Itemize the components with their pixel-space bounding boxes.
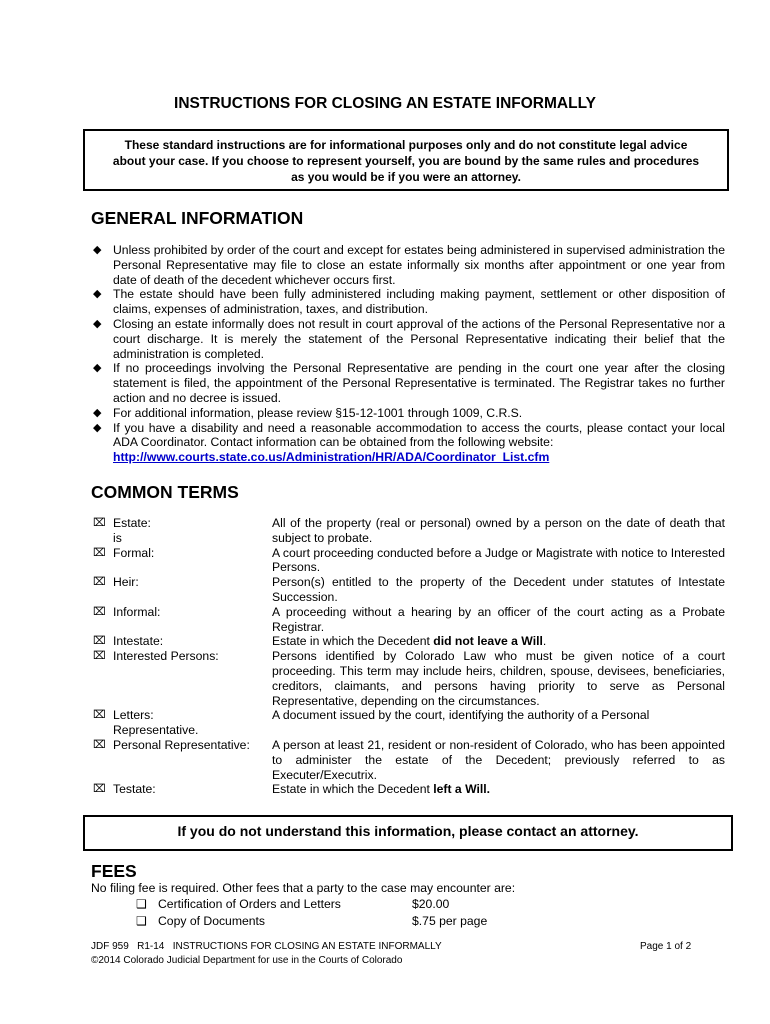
disclaimer-box bbox=[83, 129, 729, 191]
diamond-bullet-icon: ◆ bbox=[93, 288, 102, 301]
section-heading-terms: COMMON TERMS bbox=[91, 482, 239, 502]
bullet-item bbox=[93, 361, 725, 405]
footer-form-id: JDF 959 R1-14 INSTRUCTIONS FOR CLOSING AN ESTATE INFORMALLY bbox=[91, 941, 442, 952]
definition-tail: . bbox=[542, 634, 547, 649]
term-row bbox=[93, 634, 725, 649]
term-definition bbox=[272, 516, 725, 546]
definition-text: All of the property (real or personal) owned by a person on the date of death that subject to probate. bbox=[272, 516, 725, 545]
term-definition bbox=[272, 782, 725, 797]
section-heading-general: GENERAL INFORMATION bbox=[91, 208, 304, 228]
checkbox-x-icon: ⌧ bbox=[93, 738, 106, 751]
bullet-item bbox=[93, 243, 725, 287]
term-label-cont: is bbox=[113, 530, 122, 545]
term-label: Personal Representative: bbox=[113, 737, 250, 752]
bullet-text: If no proceedings involving the Personal Representative are pending in the court one year after the closing statement is filed, the appointment of the Personal Representative is terminated. The Registrar takes no further action and no decree is issued. bbox=[113, 361, 725, 405]
disclaimer-line: as you would be if you were an attorney. bbox=[291, 170, 521, 184]
term-label: Testate: bbox=[113, 782, 156, 797]
term-row bbox=[93, 738, 725, 782]
checkbox-x-icon: ⌧ bbox=[93, 635, 106, 648]
term-label: Formal: bbox=[113, 545, 155, 560]
definition-emphasis: left a Will. bbox=[433, 782, 491, 797]
page-number: Page 1 of 2 bbox=[640, 941, 692, 952]
diamond-bullet-icon: ◆ bbox=[93, 406, 102, 419]
term-definition bbox=[272, 649, 725, 708]
diamond-bullet-icon: ◆ bbox=[93, 421, 102, 434]
definition-text: A person at least 21, resident or non-resident of Colorado, who has been appointed to administer the estate of the Decedent; previously referred to as Executer/Executrix. bbox=[272, 737, 725, 782]
fee-name: Certification of Orders and Letters bbox=[158, 897, 341, 911]
checkbox-x-icon: ⌧ bbox=[93, 783, 106, 796]
fees-intro: No filing fee is required. Other fees that a party to the case may encounter are: bbox=[91, 881, 516, 895]
definition-text: Persons identified by Colorado Law who must be given notice of a court proceeding. This term may include heirs, children, spouse, devisees, beneficiaries, creditors, claimants, and persons having priority to serve as Personal Representative, depending on the circumstances. bbox=[272, 649, 725, 708]
terms-list bbox=[93, 516, 725, 797]
bullet-text: Unless prohibited by order of the court and except for estates being administered in supervised administration the Personal Representative may file to close an estate informally six months after appointment or one year from date of death of the decedent whichever occurs first. bbox=[113, 243, 725, 287]
definition-text: A court proceeding conducted before a Judge or Magistrate with notice to Interested Persons. bbox=[272, 545, 725, 575]
definition-text: A document issued by the court, identifying the authority of a Personal bbox=[272, 708, 650, 723]
bullet-text: For additional information, please review §15-12-1001 through 1009, C.R.S. bbox=[113, 405, 523, 420]
bullet-text: Closing an estate informally does not result in court approval of the actions of the Personal Representative nor a court discharge. It is merely the statement of the Personal Representative indicating their belief that the administration is completed. bbox=[113, 316, 725, 361]
checkbox-x-icon: ⌧ bbox=[93, 546, 106, 559]
section-heading-fees: FEES bbox=[91, 861, 137, 881]
checkbox-x-icon: ⌧ bbox=[93, 605, 106, 618]
bullet-item bbox=[93, 406, 725, 421]
checkbox-x-icon: ⌧ bbox=[93, 650, 106, 663]
general-bullets bbox=[93, 243, 725, 465]
definition-emphasis: did not leave a Will bbox=[433, 634, 543, 649]
checkbox-icon: ❑ bbox=[136, 897, 147, 911]
term-label-cont: Representative. bbox=[113, 723, 199, 738]
bullet-item bbox=[93, 317, 725, 361]
term-row bbox=[93, 575, 725, 605]
term-label: Estate: bbox=[113, 516, 151, 530]
checkbox-x-icon: ⌧ bbox=[93, 709, 106, 722]
term-definition bbox=[272, 708, 725, 738]
term-row bbox=[93, 782, 725, 797]
term-row bbox=[93, 605, 725, 635]
definition-text: Estate in which the Decedent bbox=[272, 782, 434, 797]
term-row bbox=[93, 708, 725, 738]
term-row bbox=[93, 546, 725, 576]
term-definition bbox=[272, 546, 725, 576]
definition-text: Person(s) entitled to the property of the Decedent under statutes of Intestate Succession. bbox=[272, 575, 725, 604]
term-definition bbox=[272, 738, 725, 782]
definition-text: Estate in which the Decedent bbox=[272, 634, 434, 649]
term-definition bbox=[272, 575, 725, 605]
bullet-item bbox=[93, 287, 725, 317]
fee-amount: $20.00 bbox=[412, 897, 450, 911]
checkbox-icon: ❑ bbox=[136, 914, 147, 928]
checkbox-x-icon: ⌧ bbox=[93, 576, 106, 589]
term-definition bbox=[272, 634, 725, 649]
term-label: Informal: bbox=[113, 604, 161, 619]
disclaimer-line: about your case. If you choose to represent yourself, you are bound by the same rules and procedures bbox=[112, 154, 700, 168]
diamond-bullet-icon: ◆ bbox=[93, 362, 102, 375]
diamond-bullet-icon: ◆ bbox=[93, 317, 102, 330]
term-row bbox=[93, 649, 725, 708]
checkbox-x-icon: ⌧ bbox=[93, 517, 106, 529]
fee-amount: $.75 per page bbox=[412, 914, 488, 928]
term-definition bbox=[272, 605, 725, 635]
fee-name: Copy of Documents bbox=[158, 914, 266, 928]
bullet-text: The estate should have been fully administered including making payment, settlement or other disposition of claims, expenses of administration, taxes, and distribution. bbox=[113, 287, 725, 317]
definition-text: A proceeding without a hearing by an officer of the court acting as a Probate Registrar. bbox=[272, 604, 725, 634]
ada-coordinator-link[interactable]: http://www.courts.state.co.us/Administration/HR/ADA/Coordinator_List.cfm bbox=[113, 450, 550, 465]
page-title: INSTRUCTIONS FOR CLOSING AN ESTATE INFORMALLY bbox=[174, 95, 596, 112]
term-label: Heir: bbox=[113, 575, 139, 590]
attorney-notice: If you do not understand this information, please contact an attorney. bbox=[83, 815, 733, 851]
bullet-text: If you have a disability and need a reasonable accommodation to access the courts, please contact your local ADA Coordinator. Contact information can be obtained from the following website: bbox=[113, 420, 725, 450]
term-label: Letters: bbox=[113, 708, 154, 723]
term-label: Intestate: bbox=[113, 634, 164, 649]
disclaimer-line: These standard instructions are for informational purposes only and do not constitute legal advice bbox=[124, 138, 688, 152]
fee-item bbox=[136, 914, 487, 928]
fee-item bbox=[136, 897, 449, 911]
term-row bbox=[93, 516, 725, 546]
footer-copyright: ©2014 Colorado Judicial Department for use in the Courts of Colorado bbox=[91, 955, 403, 966]
bullet-item bbox=[93, 421, 725, 465]
term-label: Interested Persons: bbox=[113, 649, 219, 664]
diamond-bullet-icon: ◆ bbox=[93, 244, 102, 256]
